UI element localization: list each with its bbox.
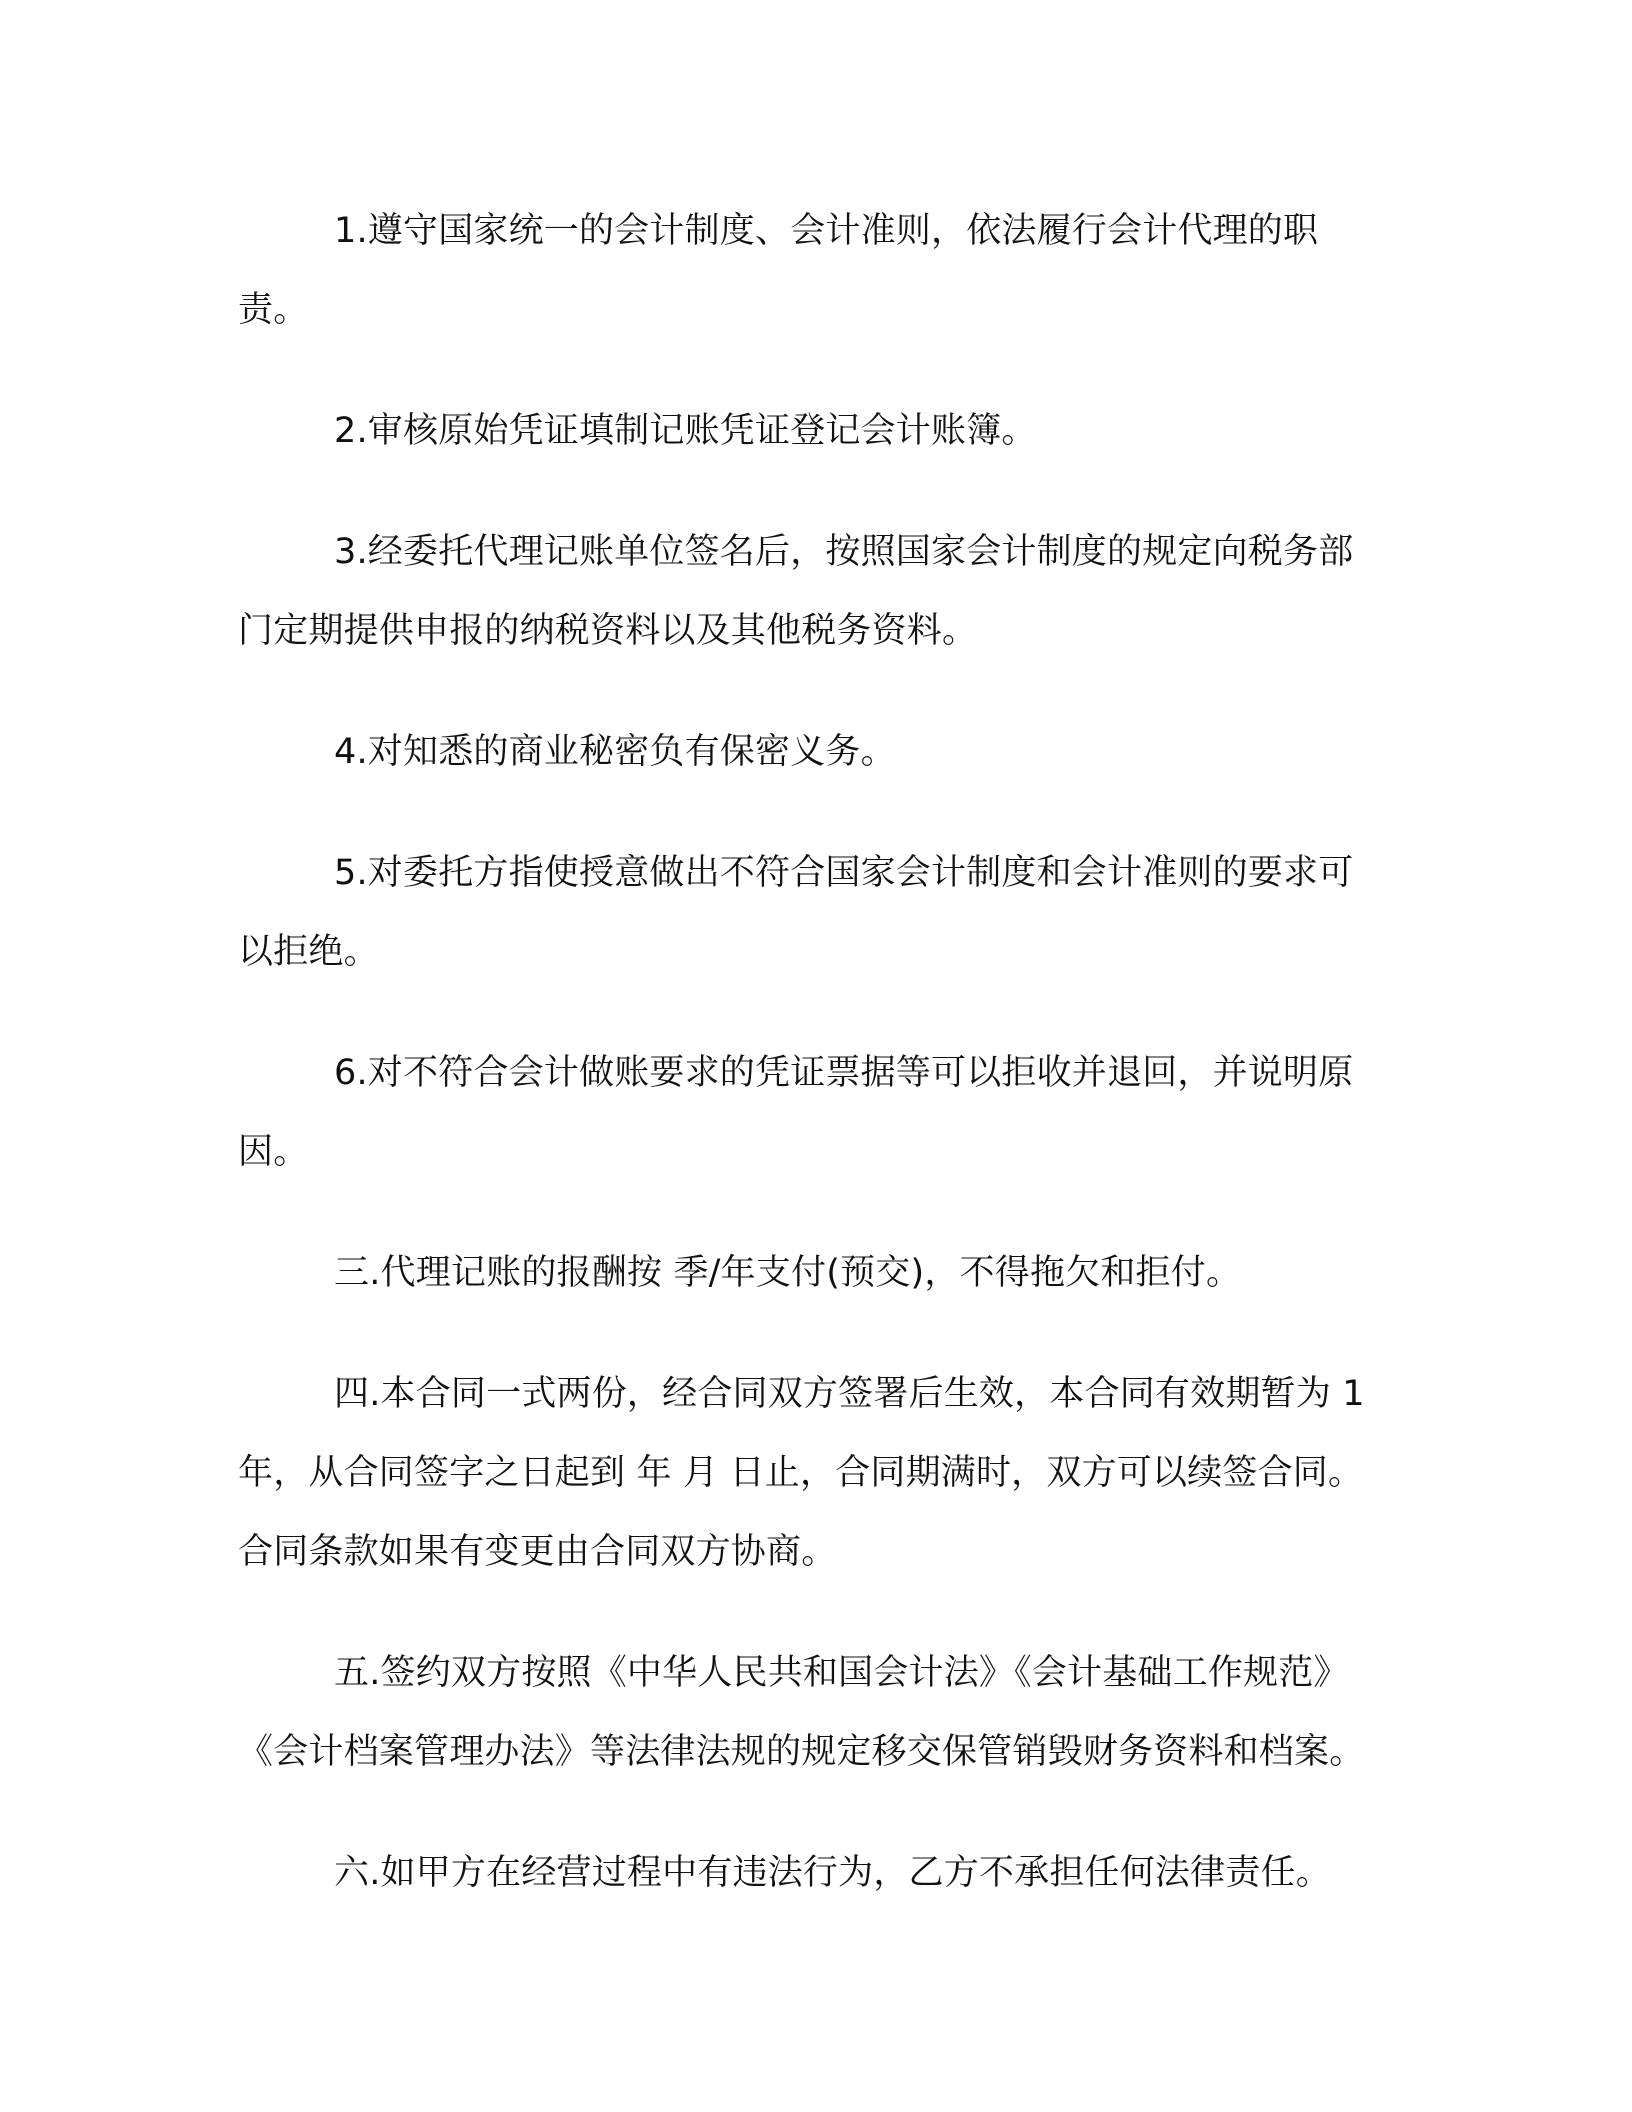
clause-paragraph-2: 2.审核原始凭证填制记账凭证登记会计账簿。 bbox=[334, 411, 1037, 451]
section-four-paragraph: 四.本合同一式两份，经合同双方签署后生效，本合同有效期暂为 1 年，从合同签字之日起到 年 月 日止，合同期满时，双方可以续签合同。合同条款如果有变更由合同双方协商。 bbox=[238, 1374, 1365, 1572]
clause-paragraph-5: 5.对委托方指使授意做出不符合国家会计制度和会计准则的要求可以拒绝。 bbox=[238, 853, 1354, 972]
section-five-paragraph: 五.签约双方按照《中华人民共和国会计法》《会计基础工作规范》《会计档案管理办法》等法律法规的规定移交保管销毁财务资料和档案。 bbox=[238, 1653, 1365, 1772]
document-body bbox=[238, 192, 1380, 1955]
clause-paragraph-4: 4.对知悉的商业秘密负有保密义务。 bbox=[334, 732, 896, 772]
section-six-paragraph: 六.如甲方在经营过程中有违法行为，乙方不承担任何法律责任。 bbox=[334, 1853, 1331, 1893]
section-three-paragraph: 三.代理记账的报酬按 季/年支付(预交)，不得拖欠和拒付。 bbox=[334, 1253, 1242, 1293]
clause-paragraph-3: 3.经委托代理记账单位签名后，按照国家会计制度的规定向税务部门定期提供申报的纳税资料以及其他税务资料。 bbox=[238, 532, 1354, 651]
clause-paragraph-6: 6.对不符合会计做账要求的凭证票据等可以拒收并退回，并说明原因。 bbox=[238, 1053, 1354, 1172]
clause-paragraph-1: 1.遵守国家统一的会计制度、会计准则，依法履行会计代理的职责。 bbox=[238, 211, 1319, 330]
